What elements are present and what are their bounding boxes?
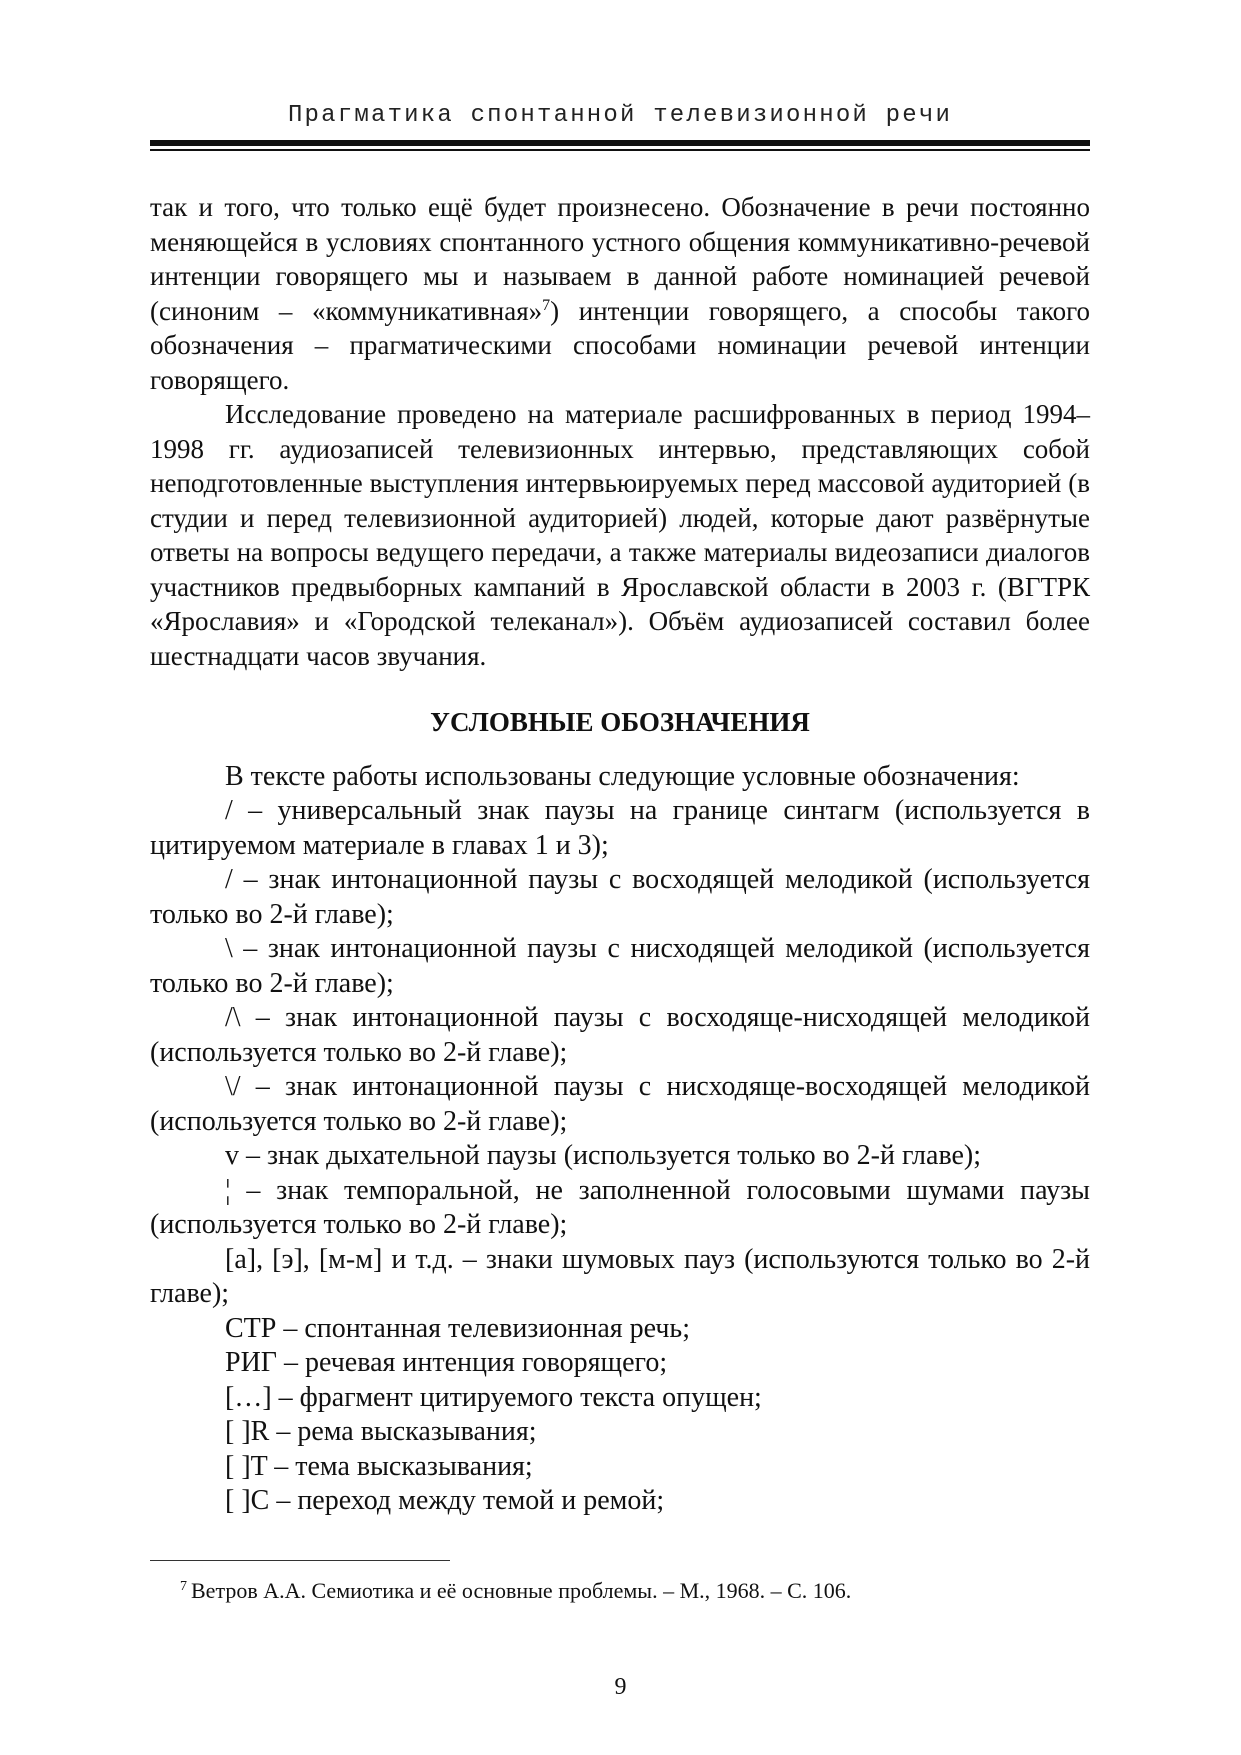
legend-list <box>150 760 1090 1519</box>
footnote-ref[interactable]: 7 <box>542 296 551 314</box>
legend-item: / – универсальный знак паузы на границе синтагм (используется в цитируемом материале в главах 1 и 3); <box>150 795 1090 861</box>
section-heading: УСЛОВНЫЕ ОБОЗНАЧЕНИЯ <box>430 707 810 737</box>
footnote-separator <box>150 1560 450 1561</box>
legend-item: /\ – знак интонационной паузы с восходяще-нисходящей мелодикой (используется только во 2-й главе); <box>150 1002 1090 1068</box>
legend-item: \ – знак интонационной паузы с нисходящей мелодикой (используется только во 2-й главе); <box>150 933 1090 999</box>
legend-item: В тексте работы использованы следующие условные обозначения: <box>225 760 1020 792</box>
legend-item: [а], [э], [м-м] и т.д. – знаки шумовых пауз (используются только во 2-й главе); <box>150 1243 1090 1309</box>
running-header: Прагматика спонтанной телевизионной речи <box>287 102 953 129</box>
footnote <box>180 1578 851 1604</box>
legend-item: \/ – знак интонационной паузы с нисходяще-восходящей мелодикой (используется только во 2-й главе); <box>150 1071 1090 1137</box>
paragraph-1-text-end: ) интенции говорящего, а способы такого обозначения – прагматическими способами номинации речевой интенции говорящего. <box>150 295 1090 395</box>
legend-item: ¦ – знак темпоральной, не заполненной голосовыми шумами паузы (используется только во 2-й главе); <box>150 1174 1090 1240</box>
footnote-text: Ветров А.А. Семиотика и её основные проблемы. – М., 1968. – С. 106. <box>191 1578 852 1603</box>
legend-item: [ ]R – рема высказывания; <box>225 1416 537 1447</box>
legend-item: СТР – спонтанная телевизионная речь; <box>225 1312 690 1344</box>
header-rule-thick <box>150 140 1090 146</box>
footnote-number: 7 <box>180 1579 187 1594</box>
legend-item: v – знак дыхательной паузы (используется только во 2-й главе); <box>225 1140 982 1171</box>
page-number: 9 <box>614 1674 627 1700</box>
legend-item: РИГ – речевая интенция говорящего; <box>225 1347 668 1378</box>
paragraph-1-text: так и того, что только ещё будет произнесено. Обозначение в речи постоянно меняющейся в условиях спонтанного устного общения коммуникативно-речевой интенции говорящего мы и называем в данной работе номинацией речевой (синоним – «коммуникативная» <box>150 192 1090 326</box>
legend-item: / – знак интонационной паузы с восходящей мелодикой (используется только во 2-й главе); <box>150 864 1090 930</box>
legend-item: [ ]C – переход между темой и ремой; <box>225 1485 665 1516</box>
legend-item: [ ]T – тема высказывания; <box>225 1450 533 1482</box>
page-body <box>150 190 1090 1519</box>
paragraph-2: Исследование проведено на материале расшифрованных в период 1994–1998 гг. аудиозаписей телевизионных интервью, представляющих собой неподготовленные выступления интервьюируемых перед массовой аудиторией (в студии и перед телевизионной аудиторией) людей, которые дают развёрнутые ответы на вопросы ведущего передачи, а также материалы видеозаписи диалогов участников предвыборных кампаний в Ярославской области в 2003 г. (ВГТРК «Ярославия» и «Городской телеканал»). Объём аудиозаписей составил более шестнадцати часов звучания. <box>150 399 1090 671</box>
header-rule-thin <box>150 149 1090 151</box>
legend-item: […] – фрагмент цитируемого текста опущен; <box>225 1381 762 1413</box>
paragraph-1 <box>150 190 1090 397</box>
